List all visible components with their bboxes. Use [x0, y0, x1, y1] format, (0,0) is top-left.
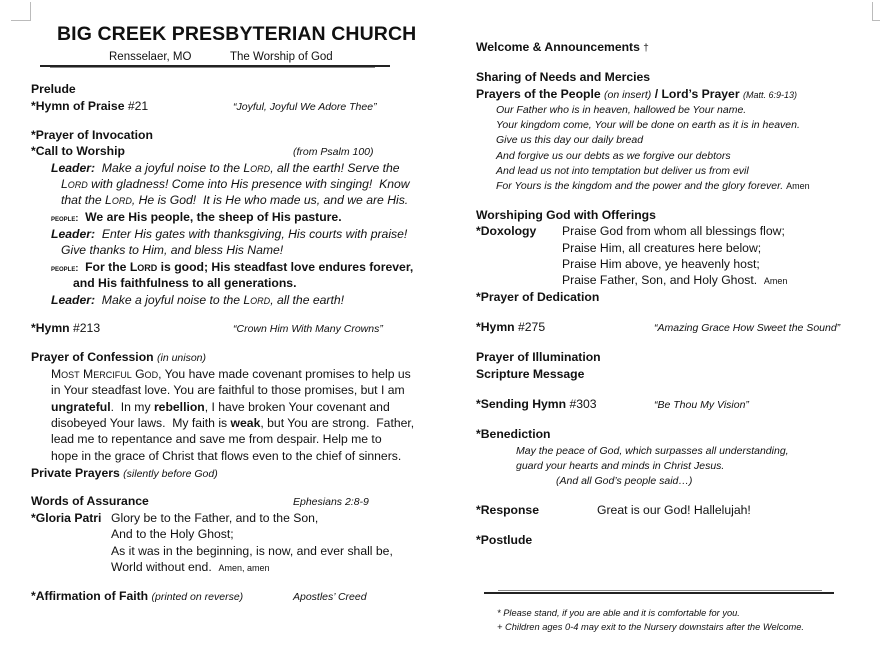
affirmation-of-faith: *Affirmation of Faith (printed on reverse): [31, 589, 244, 603]
page-corner-mark: [11, 2, 31, 21]
call-source: (from Psalm 100): [293, 146, 374, 158]
lords-prayer-line: Give us this day our daily bread: [496, 134, 644, 146]
response-label: *Response: [476, 503, 539, 517]
doxology-line: Praise Him, all creatures here below;: [562, 241, 762, 255]
scripture-message: Scripture Message: [476, 367, 585, 381]
liturgy-line: Leader: Enter His gates with thanksgiving, His courts with praise!: [51, 227, 408, 241]
assurance-ref: Ephesians 2:8-9: [293, 496, 369, 508]
hymn-213: *Hymn #213: [31, 321, 101, 335]
hymn-of-praise: [31, 99, 148, 113]
worshiping-with-offerings: Worshiping God with Offerings: [476, 208, 656, 222]
lords-prayer-line: Your kingdom come, Your will be done on earth as it is in heaven.: [496, 119, 800, 131]
liturgy-line: Leader: Make a joyful noise to the Lord, all the earth!: [51, 293, 345, 307]
liturgy-line: Lord with gladness! Come into His presence with singing! Know: [61, 177, 410, 191]
prayer-of-invocation: *Prayer of Invocation: [31, 128, 153, 142]
hymn-number: #21: [127, 99, 149, 113]
hymn-275: *Hymn #275: [476, 320, 546, 334]
confession-line: hope in the grace of Christ that flows even to the chief of sinners.: [51, 449, 402, 463]
doxology-label: *Doxology: [476, 224, 537, 238]
confession-line: lead me to repentance and save me from despair. Help me to: [51, 432, 382, 446]
doxology-line: Praise God from whom all blessings flow;: [562, 224, 785, 238]
church-title: BIG CREEK PRESBYTERIAN CHURCH: [57, 23, 417, 45]
page-corner-mark: [872, 2, 880, 21]
people-response: and His faithfulness to all generations.: [73, 276, 297, 290]
gloria-line: Glory be to the Father, and to the Son,: [111, 511, 319, 525]
call-to-worship: *Call to Worship: [31, 144, 125, 158]
gloria-line: World without end. Amen, amen: [111, 560, 270, 574]
prayer-of-dedication: *Prayer of Dedication: [476, 290, 600, 304]
liturgy-line: Leader: Make a joyful noise to the Lord, all the earth! Serve the: [51, 161, 400, 175]
welcome-announcements: Welcome & Announcements †: [476, 40, 649, 54]
sharing-needs: Sharing of Needs and Mercies: [476, 70, 651, 84]
confession-line: disobeyed Your laws. My faith is weak, but You are strong. Father,: [51, 416, 415, 430]
hymn-label: *Hymn of Praise: [31, 99, 125, 113]
liturgy-line: Give thanks to Him, and bless His Name!: [61, 243, 284, 257]
gloria-line: And to the Holy Ghost;: [111, 527, 234, 541]
subtitle: The Worship of God: [230, 51, 333, 63]
people-response: people: For the Lord is good; His steadfast love endures forever,: [51, 260, 414, 274]
prayer-of-illumination: Prayer of Illumination: [476, 350, 601, 364]
postlude: *Postlude: [476, 533, 533, 547]
benediction: *Benediction: [476, 427, 551, 441]
location: Rensselaer, MO: [109, 51, 192, 63]
hymn-title: “Joyful, Joyful We Adore Thee”: [233, 101, 377, 113]
lords-prayer-line: And forgive us our debts as we forgive our debtors: [496, 150, 731, 162]
gloria-line: As it was in the beginning, is now, and ever shall be,: [111, 544, 393, 558]
prayers-of-the-people: Prayers of the People (on insert) / Lord’s Prayer (Matt. 6:9-13): [476, 87, 798, 101]
lords-prayer-line: Our Father who is in heaven, hallowed be Your name.: [496, 104, 747, 116]
gloria-patri-label: *Gloria Patri: [31, 511, 102, 525]
confession-line: Most Merciful God, You have made covenant promises to help us: [51, 367, 411, 381]
footer-rule-shadow: [498, 590, 822, 591]
doxology-line: Praise Him above, ye heavenly host;: [562, 257, 760, 271]
benediction-line: May the peace of God, which surpasses all understanding,: [516, 445, 789, 457]
confession-line: in Your steadfast love. You are faithful to those promises, but I am: [51, 383, 405, 397]
words-of-assurance: Words of Assurance: [31, 494, 149, 508]
hymn-title: “Be Thou My Vision”: [654, 399, 749, 411]
prelude: Prelude: [31, 82, 76, 96]
response-text: Great is our God! Hallelujah!: [597, 503, 751, 517]
hymn-title: “Amazing Grace How Sweet the Sound”: [654, 322, 841, 334]
creed-name: Apostles’ Creed: [293, 591, 367, 603]
lords-prayer-line: And lead us not into temptation but deliver us from evil: [496, 165, 749, 177]
prayer-of-confession: Prayer of Confession (in unison): [31, 350, 207, 364]
people-response: people: We are His people, the sheep of His pasture.: [51, 210, 342, 224]
footnote-nursery: + Children ages 0-4 may exit to the Nursery downstairs after the Welcome.: [497, 622, 805, 632]
response-cue: (And all God’s people said…): [556, 475, 693, 487]
confession-line: ungrateful. In my rebellion, I have broken Your covenant and: [51, 400, 390, 414]
sending-hymn: *Sending Hymn #303: [476, 397, 597, 411]
footer-rule: [484, 592, 834, 594]
liturgy-line: that the Lord, He is God! It is He who made us, and we are His.: [61, 193, 409, 207]
benediction-line: guard your hearts and minds in Christ Jesus.: [516, 460, 725, 472]
doxology-line: Praise Father, Son, and Holy Ghost. Amen: [562, 273, 788, 287]
private-prayers: Private Prayers (silently before God): [31, 466, 218, 480]
hymn-title: “Crown Him With Many Crowns”: [233, 323, 383, 335]
header-rule-shadow: [50, 67, 375, 68]
footnote-stand: * Please stand, if you are able and it is comfortable for you.: [497, 608, 740, 618]
lords-prayer-line: For Yours is the kingdom and the power and the glory forever. Amen: [496, 180, 810, 192]
